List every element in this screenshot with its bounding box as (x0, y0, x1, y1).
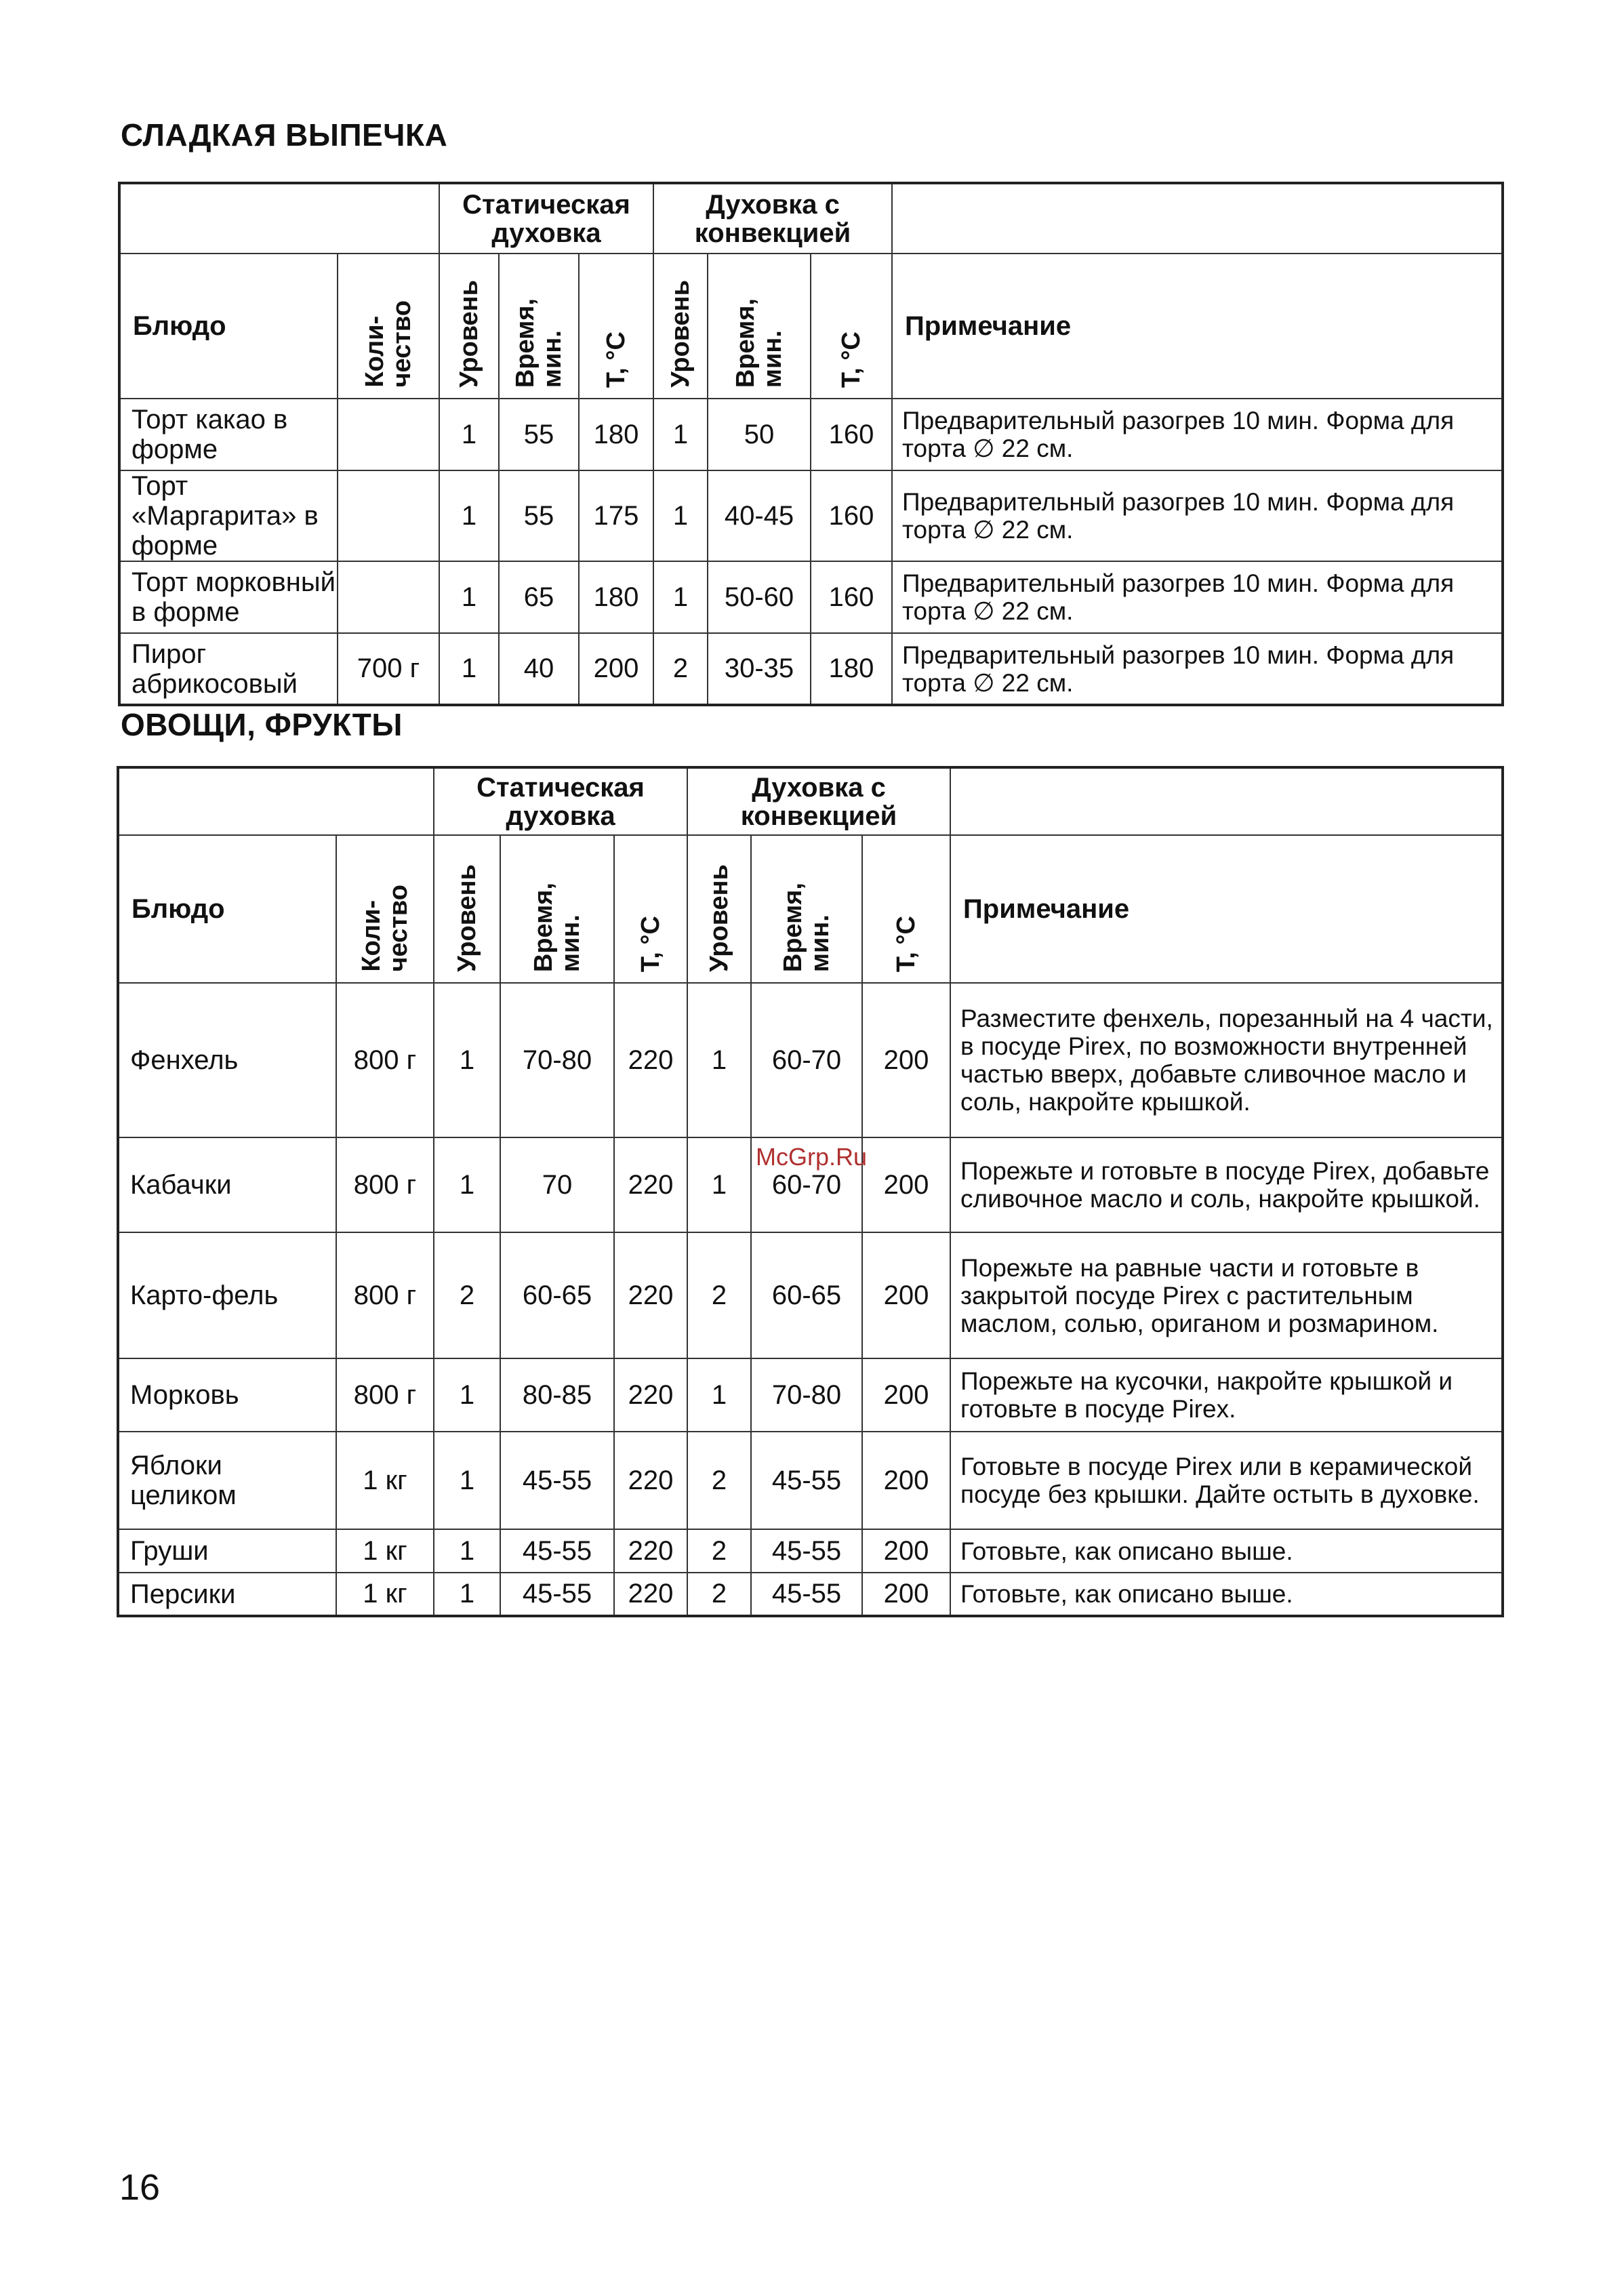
static-level: 2 (434, 1232, 500, 1358)
header-dish: Блюдо (119, 254, 338, 399)
dish-name: Торт морковный в форме (119, 561, 338, 633)
sweet-pastry-table (118, 182, 1504, 706)
convection-temp: 160 (811, 561, 892, 633)
table-row (118, 1358, 1503, 1432)
table-row (119, 561, 1503, 633)
header-blank (892, 183, 1503, 254)
convection-level: 1 (653, 561, 708, 633)
static-time: 40 (499, 633, 579, 705)
header-static-time: Время, мин. (529, 882, 585, 972)
convection-level: 1 (687, 1358, 751, 1432)
convection-time: 60-70 (751, 1137, 862, 1232)
header-static-time: Время, мин. (511, 298, 567, 388)
static-temp: 220 (614, 983, 687, 1137)
convection-temp: 200 (862, 1573, 950, 1616)
quantity: 800 г (336, 983, 434, 1137)
convection-time: 40-45 (708, 470, 811, 561)
convection-time: 50 (708, 399, 811, 470)
static-time: 60-65 (500, 1232, 614, 1358)
header-static-temp: Т, °С (636, 915, 665, 972)
static-level: 1 (434, 1432, 500, 1529)
static-level: 1 (439, 561, 499, 633)
header-quantity: Коли- чество (361, 300, 416, 388)
static-time: 55 (499, 399, 579, 470)
page-number: 16 (119, 2167, 161, 2208)
note: Порежьте на кусочки, накройте крышкой и готовьте в посуде Pirex. (950, 1358, 1503, 1432)
header-static-level: Уровень (453, 864, 481, 972)
dish-name: Торт «Маргарита» в форме (119, 470, 338, 561)
convection-level: 2 (687, 1573, 751, 1616)
static-time: 45-55 (500, 1432, 614, 1529)
static-level: 1 (434, 1573, 500, 1616)
static-level: 1 (434, 1137, 500, 1232)
static-time: 70 (500, 1137, 614, 1232)
header-convection-oven: Духовка с конвекцией (687, 767, 950, 835)
convection-time: 45-55 (751, 1573, 862, 1616)
header-convection-time: Время, мин. (731, 298, 787, 388)
header-convection-level: Уровень (666, 280, 695, 388)
static-temp: 220 (614, 1529, 687, 1573)
table-row (119, 399, 1503, 470)
convection-level: 2 (687, 1232, 751, 1358)
dish-name: Фенхель (118, 983, 336, 1137)
header-static-oven: Статическая духовка (439, 183, 653, 254)
convection-level: 2 (653, 633, 708, 705)
header-note: Примечание (950, 835, 1503, 983)
convection-temp: 200 (862, 1358, 950, 1432)
convection-time: 30-35 (708, 633, 811, 705)
static-level: 1 (439, 633, 499, 705)
dish-name: Кабачки (118, 1137, 336, 1232)
note: Предварительный разогрев 10 мин. Форма для торта ∅ 22 см. (892, 470, 1503, 561)
note: Предварительный разогрев 10 мин. Форма для торта ∅ 22 см. (892, 633, 1503, 705)
static-level: 1 (434, 1358, 500, 1432)
header-dish: Блюдо (118, 835, 336, 983)
note: Готовьте, как описано выше. (950, 1573, 1503, 1616)
header-convection-level: Уровень (705, 864, 733, 972)
static-temp: 220 (614, 1358, 687, 1432)
note: Предварительный разогрев 10 мин. Форма для торта ∅ 22 см. (892, 399, 1503, 470)
static-temp: 220 (614, 1137, 687, 1232)
header-convection-time: Время, мин. (779, 882, 834, 972)
header-blank (950, 767, 1503, 835)
quantity (338, 399, 439, 470)
table-row (118, 1573, 1503, 1616)
note: Порежьте и готовьте в посуде Pirex, добавьте сливочное масло и соль, накройте крышкой. (950, 1137, 1503, 1232)
table-row (118, 1232, 1503, 1358)
convection-time: 60-70 (751, 983, 862, 1137)
static-temp: 175 (579, 470, 653, 561)
header-note: Примечание (892, 254, 1503, 399)
dish-name: Торт какао в форме (119, 399, 338, 470)
table-row (118, 1432, 1503, 1529)
note: Порежьте на равные части и готовьте в закрытой посуде Pirex с растительным маслом, солью, ориганом и розмарином. (950, 1232, 1503, 1358)
convection-temp: 160 (811, 399, 892, 470)
static-temp: 180 (579, 561, 653, 633)
vegetables-fruits-table (117, 766, 1504, 1617)
static-level: 1 (439, 399, 499, 470)
header-quantity: Коли- чество (357, 885, 413, 972)
convection-temp: 200 (862, 1137, 950, 1232)
header-blank (118, 767, 434, 835)
static-time: 45-55 (500, 1573, 614, 1616)
convection-time: 45-55 (751, 1529, 862, 1573)
static-temp: 200 (579, 633, 653, 705)
header-blank (119, 183, 439, 254)
quantity: 700 г (338, 633, 439, 705)
convection-level: 2 (687, 1432, 751, 1529)
table-row (118, 983, 1503, 1137)
dish-name: Груши (118, 1529, 336, 1573)
convection-level: 1 (653, 470, 708, 561)
dish-name: Морковь (118, 1358, 336, 1432)
convection-time: 60-65 (751, 1232, 862, 1358)
convection-time: 45-55 (751, 1432, 862, 1529)
dish-name: Пирог абрикосовый (119, 633, 338, 705)
static-time: 45-55 (500, 1529, 614, 1573)
static-temp: 220 (614, 1432, 687, 1529)
static-temp: 220 (614, 1232, 687, 1358)
static-time: 55 (499, 470, 579, 561)
header-convection-oven: Духовка с конвекцией (653, 183, 892, 254)
convection-level: 1 (687, 983, 751, 1137)
convection-level: 1 (653, 399, 708, 470)
static-level: 1 (434, 983, 500, 1137)
convection-level: 2 (687, 1529, 751, 1573)
dish-name: Карто-фель (118, 1232, 336, 1358)
quantity: 1 кг (336, 1529, 434, 1573)
convection-temp: 200 (862, 1432, 950, 1529)
dish-name: Персики (118, 1573, 336, 1616)
static-time: 70-80 (500, 983, 614, 1137)
static-temp: 220 (614, 1573, 687, 1616)
header-static-level: Уровень (455, 280, 483, 388)
note: Готовьте в посуде Pirex или в керамической посуде без крышки. Дайте остыть в духовке. (950, 1432, 1503, 1529)
table-row (119, 633, 1503, 705)
convection-temp: 180 (811, 633, 892, 705)
quantity: 1 кг (336, 1573, 434, 1616)
quantity: 1 кг (336, 1432, 434, 1529)
section-title-vegetables-fruits: ОВОЩИ, ФРУКТЫ (121, 707, 403, 742)
header-static-oven: Статическая духовка (434, 767, 687, 835)
watermark: McGrp.Ru (756, 1143, 868, 1171)
note: Разместите фенхель, порезанный на 4 части, в посуде Pirex, по возможности внутренней частью вверх, добавьте сливочное масло и соль, накройте крышкой. (950, 983, 1503, 1137)
convection-temp: 200 (862, 983, 950, 1137)
section-title-sweet-pastry: СЛАДКАЯ ВЫПЕЧКА (121, 117, 448, 153)
table-row (119, 470, 1503, 561)
convection-temp: 200 (862, 1529, 950, 1573)
static-level: 1 (434, 1529, 500, 1573)
static-time: 65 (499, 561, 579, 633)
convection-temp: 160 (811, 470, 892, 561)
note: Готовьте, как описано выше. (950, 1529, 1503, 1573)
quantity: 800 г (336, 1358, 434, 1432)
header-static-temp: Т, °С (602, 331, 630, 388)
header-convection-temp: Т, °С (892, 915, 921, 972)
static-time: 80-85 (500, 1358, 614, 1432)
convection-time: 50-60 (708, 561, 811, 633)
quantity (338, 561, 439, 633)
table-row (118, 1529, 1503, 1573)
convection-time: 70-80 (751, 1358, 862, 1432)
convection-temp: 200 (862, 1232, 950, 1358)
static-temp: 180 (579, 399, 653, 470)
quantity: 800 г (336, 1232, 434, 1358)
convection-level: 1 (687, 1137, 751, 1232)
static-level: 1 (439, 470, 499, 561)
header-convection-temp: Т, °С (837, 331, 866, 388)
note: Предварительный разогрев 10 мин. Форма для торта ∅ 22 см. (892, 561, 1503, 633)
quantity: 800 г (336, 1137, 434, 1232)
quantity (338, 470, 439, 561)
dish-name: Яблоки целиком (118, 1432, 336, 1529)
